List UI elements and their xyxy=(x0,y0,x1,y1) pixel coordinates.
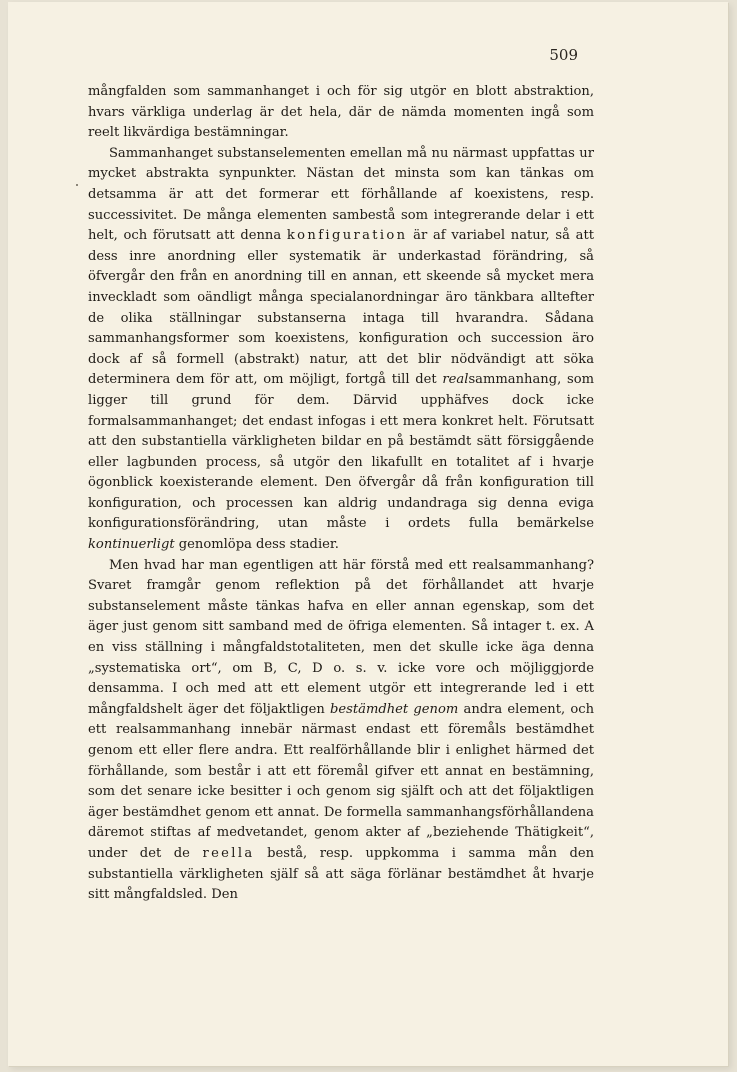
body-text xyxy=(88,82,594,906)
spaced-emphasis: konfiguration xyxy=(286,228,408,244)
text-run: bestå, resp. uppkomma i samma mån den substantiella värkligheten själf så att säga förlänar bestämdhet åt hvarje sitt mångfaldsled. Den xyxy=(88,845,595,903)
page-number: 509 xyxy=(549,46,578,64)
text-run: genomlöpa dess stadier. xyxy=(174,537,339,553)
text-run: är af variabel natur, så att dess inre anordning eller systematik är underkastad förändring, så öfvergår den från en anordning till en annan, ett skeende så mycket mera inveckladt som oändligt många specialanordningar äro tänkbara alltefter de olika ställningar substanserna intaga till hvarandra. Sådana sammanhangsformer som koexistens, konfiguration och succession äro dock af så formell (abstrakt) natur, att det blir nödvändigt att söka determinera dem för att, om möjligt, fortgå till det xyxy=(88,228,594,388)
italic-emphasis: bestämdhet genom xyxy=(330,701,459,717)
paragraph xyxy=(88,556,594,906)
italic-emphasis: real xyxy=(442,372,469,388)
paragraph xyxy=(88,82,594,144)
text-run: Men hvad har man egentligen att här förstå med ett realsammanhang? Svaret framgår genom reflektion på det förhållandet att hvarje substanselement måste tänkas hafva en eller annan egenskap, som det äger just genom sitt samband med de öfriga elementen. Så intager t. ex. A en viss ställning i mångfaldstotaliteten, men det skulle icke äga denna „systematiska ort“, om B, C, D o. s. v. icke vore och möjliggjorde densamma. I och med att ett element utgör ett integrerande led i ett mångfaldshelt äger det följaktligen xyxy=(88,557,594,717)
paragraph xyxy=(88,144,594,556)
text-run: andra element, och ett realsammanhang innebär närmast endast ett föremåls bestämdhet genom ett eller flere andra. Ett realförhållande blir i enlighet härmed det förhållande, som består i att ett föremål gifver ett annat en bestämning, som det senare icke besitter i och genom sig själft och att det följaktligen äger bestämdhet genom ett annat. De formella sammanhangsförhållandena däremot stiftas af medvetandet, genom akter af „beziehende Thätigkeit“, under det de xyxy=(88,701,595,861)
italic-emphasis: kontinuerligt xyxy=(88,537,175,553)
text-run: mångfalden som sammanhanget i och för sig utgör en blott abstraktion, hvars värkliga underlag är det hela, där de nämda momenten ingå som reelt likvärdiga bestämningar. xyxy=(88,84,594,141)
margin-mark xyxy=(76,184,78,186)
spaced-emphasis: reella xyxy=(202,845,255,861)
text-run: Sammanhanget substanselementen emellan må nu närmast uppfattas ur mycket abstrakta synpunkter. Nästan det minsta som kan tänkas om detsamma är att det formerar ett förhållande af koexistens, resp. successivitet. De många elementen sambestå som integrerande delar i ett helt, och förutsatt att denna xyxy=(88,145,594,244)
text-run: sammanhang, som ligger till grund för dem. Därvid upphäfves dock icke formalsammanhanget; det endast infogas i ett mera konkret helt. Förutsatt att den substantiella värkligheten bildar en på bestämdt sätt försiggående eller lagbunden process, så utgör den likafullt en totalitet af i hvarje ögonblick koexisterande element. Den öfvergår då från konfiguration till konfiguration, och processen kan aldrig undandraga sig denna eviga konfigurationsförändring, utan måste i ordets fulla bemärkelse xyxy=(88,372,595,532)
book-page xyxy=(8,2,728,1066)
